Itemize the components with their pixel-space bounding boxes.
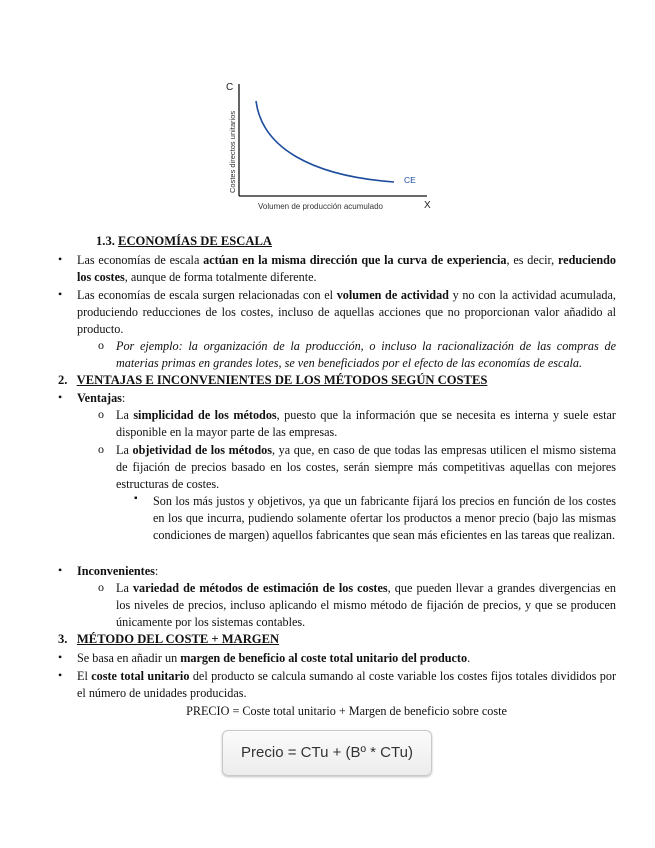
text: , puesto que la información que se necesita es interna y suele estar disponible en la mayor parte de las empresas. — [116, 408, 616, 439]
section-1-3-heading — [96, 233, 272, 250]
section-title: MÉTODO DEL COSTE + MARGEN — [76, 632, 280, 646]
inconveniente-variedad — [116, 580, 616, 631]
paragraph-economias-1 — [77, 252, 616, 286]
x-axis-letter: X — [424, 200, 431, 211]
formula-box: Precio = CTu + (Bº * CTu) — [222, 730, 432, 776]
paragraph-metodo-1 — [77, 650, 616, 667]
section-number: 3. — [58, 632, 68, 646]
section-2-heading — [58, 372, 487, 389]
bullet-disc: • — [58, 287, 63, 301]
ce-curve — [256, 101, 394, 182]
bullet-square: ▪ — [134, 493, 138, 504]
bullet-circle: o — [98, 580, 104, 594]
text: La — [116, 443, 133, 457]
experience-curve-figure — [222, 76, 437, 214]
bold-text: actúan en la misma dirección que la curva de experiencia — [203, 253, 507, 267]
bullet-disc: • — [58, 252, 63, 266]
text: y no con la actividad acumulada, produciendo reducciones de los costes, incluso de aquellas acciones que no proporcionan valor añadido al producto. — [77, 288, 616, 336]
text: , es decir, — [506, 253, 558, 267]
inconvenientes-label: Inconvenientes: — [77, 564, 159, 578]
section-number: 2. — [58, 373, 68, 387]
text: Se basa en añadir un — [77, 651, 181, 665]
bullet-disc: • — [58, 650, 63, 664]
text: , ya que, en caso de que todas las empresas utilicen el mismo sistema de fijación de precios basado en los costes, serán siempre más competitivas aquellas con mejores estructuras de costes. — [116, 443, 616, 491]
text: del producto se calcula sumando al coste variable los costes fijos totales divididos por el número de unidades producidas. — [77, 669, 617, 700]
text: , que pueden llevar a grandes divergencias en los niveles de precios, incluso aplicando el mismo método de fijación de precios, y que se producen únicamente por los sistemas contables. — [116, 581, 617, 629]
paragraph-economias-2 — [77, 287, 616, 338]
text: El — [77, 669, 92, 683]
precio-definition: PRECIO = Coste total unitario + Margen de beneficio sobre coste — [186, 704, 507, 718]
ventajas-label: Ventajas: — [77, 391, 126, 405]
text: La — [116, 581, 133, 595]
bullet-disc: • — [58, 668, 63, 682]
text: . — [467, 651, 471, 665]
y-axis-letter: C — [226, 82, 234, 93]
bold-text: coste total unitario — [91, 669, 190, 683]
bold-text: variedad de métodos de estimación de los costes — [132, 581, 388, 595]
bold-text: margen de beneficio al coste total unitario del producto — [180, 651, 468, 665]
bold-text: simplicidad de los métodos — [133, 408, 277, 422]
x-axis-label: Volumen de producción acumulado — [258, 202, 383, 211]
bullet-disc: • — [58, 563, 63, 577]
ventaja-simplicidad — [116, 407, 616, 441]
bullet-circle: o — [98, 442, 104, 456]
text: La — [116, 408, 134, 422]
ce-curve-label: CE — [404, 175, 416, 185]
bullet-circle: o — [98, 338, 104, 352]
text: Las economías de escala — [77, 253, 204, 267]
section-title: VENTAJAS E INCONVENIENTES DE LOS MÉTODOS SEGÚN COSTES — [76, 373, 488, 387]
bold-text: reduciendo los costes — [77, 253, 616, 284]
text: Las economías de escala surgen relacionadas con el — [77, 288, 337, 302]
section-number: 1.3. — [96, 234, 115, 248]
example-paragraph: Por ejemplo: la organización de la producción, o incluso la racionalización de las compras de materias primas en grandes lotes, se ven beneficiados por el efecto de las economías de escala. — [116, 339, 616, 370]
bold-text: Inconvenientes — [77, 564, 155, 578]
section-3-heading — [58, 631, 279, 648]
paragraph-metodo-2 — [77, 668, 616, 702]
y-axis-label: Costes directos unitarios — [228, 110, 237, 193]
bullet-disc: • — [58, 390, 63, 404]
ventaja-objetividad-detalle: Son los más justos y objetivos, ya que un fabricante fijará los precios en función de los costes en los que incurra, pudiendo solamente ofertar los productos a menor precio (bajo las mismas condiciones de margen) aquellos fabricantes que sean más eficientes en las tareas que realizan. — [153, 494, 616, 542]
bold-text: objetividad de los métodos — [132, 443, 272, 457]
bold-text: volumen de actividad — [336, 288, 449, 302]
bullet-circle: o — [98, 407, 104, 421]
text: , aunque de forma totalmente diferente. — [124, 270, 317, 284]
ventaja-objetividad — [116, 442, 616, 493]
section-title: ECONOMÍAS DE ESCALA — [118, 234, 272, 248]
bold-text: Ventajas — [77, 391, 122, 405]
